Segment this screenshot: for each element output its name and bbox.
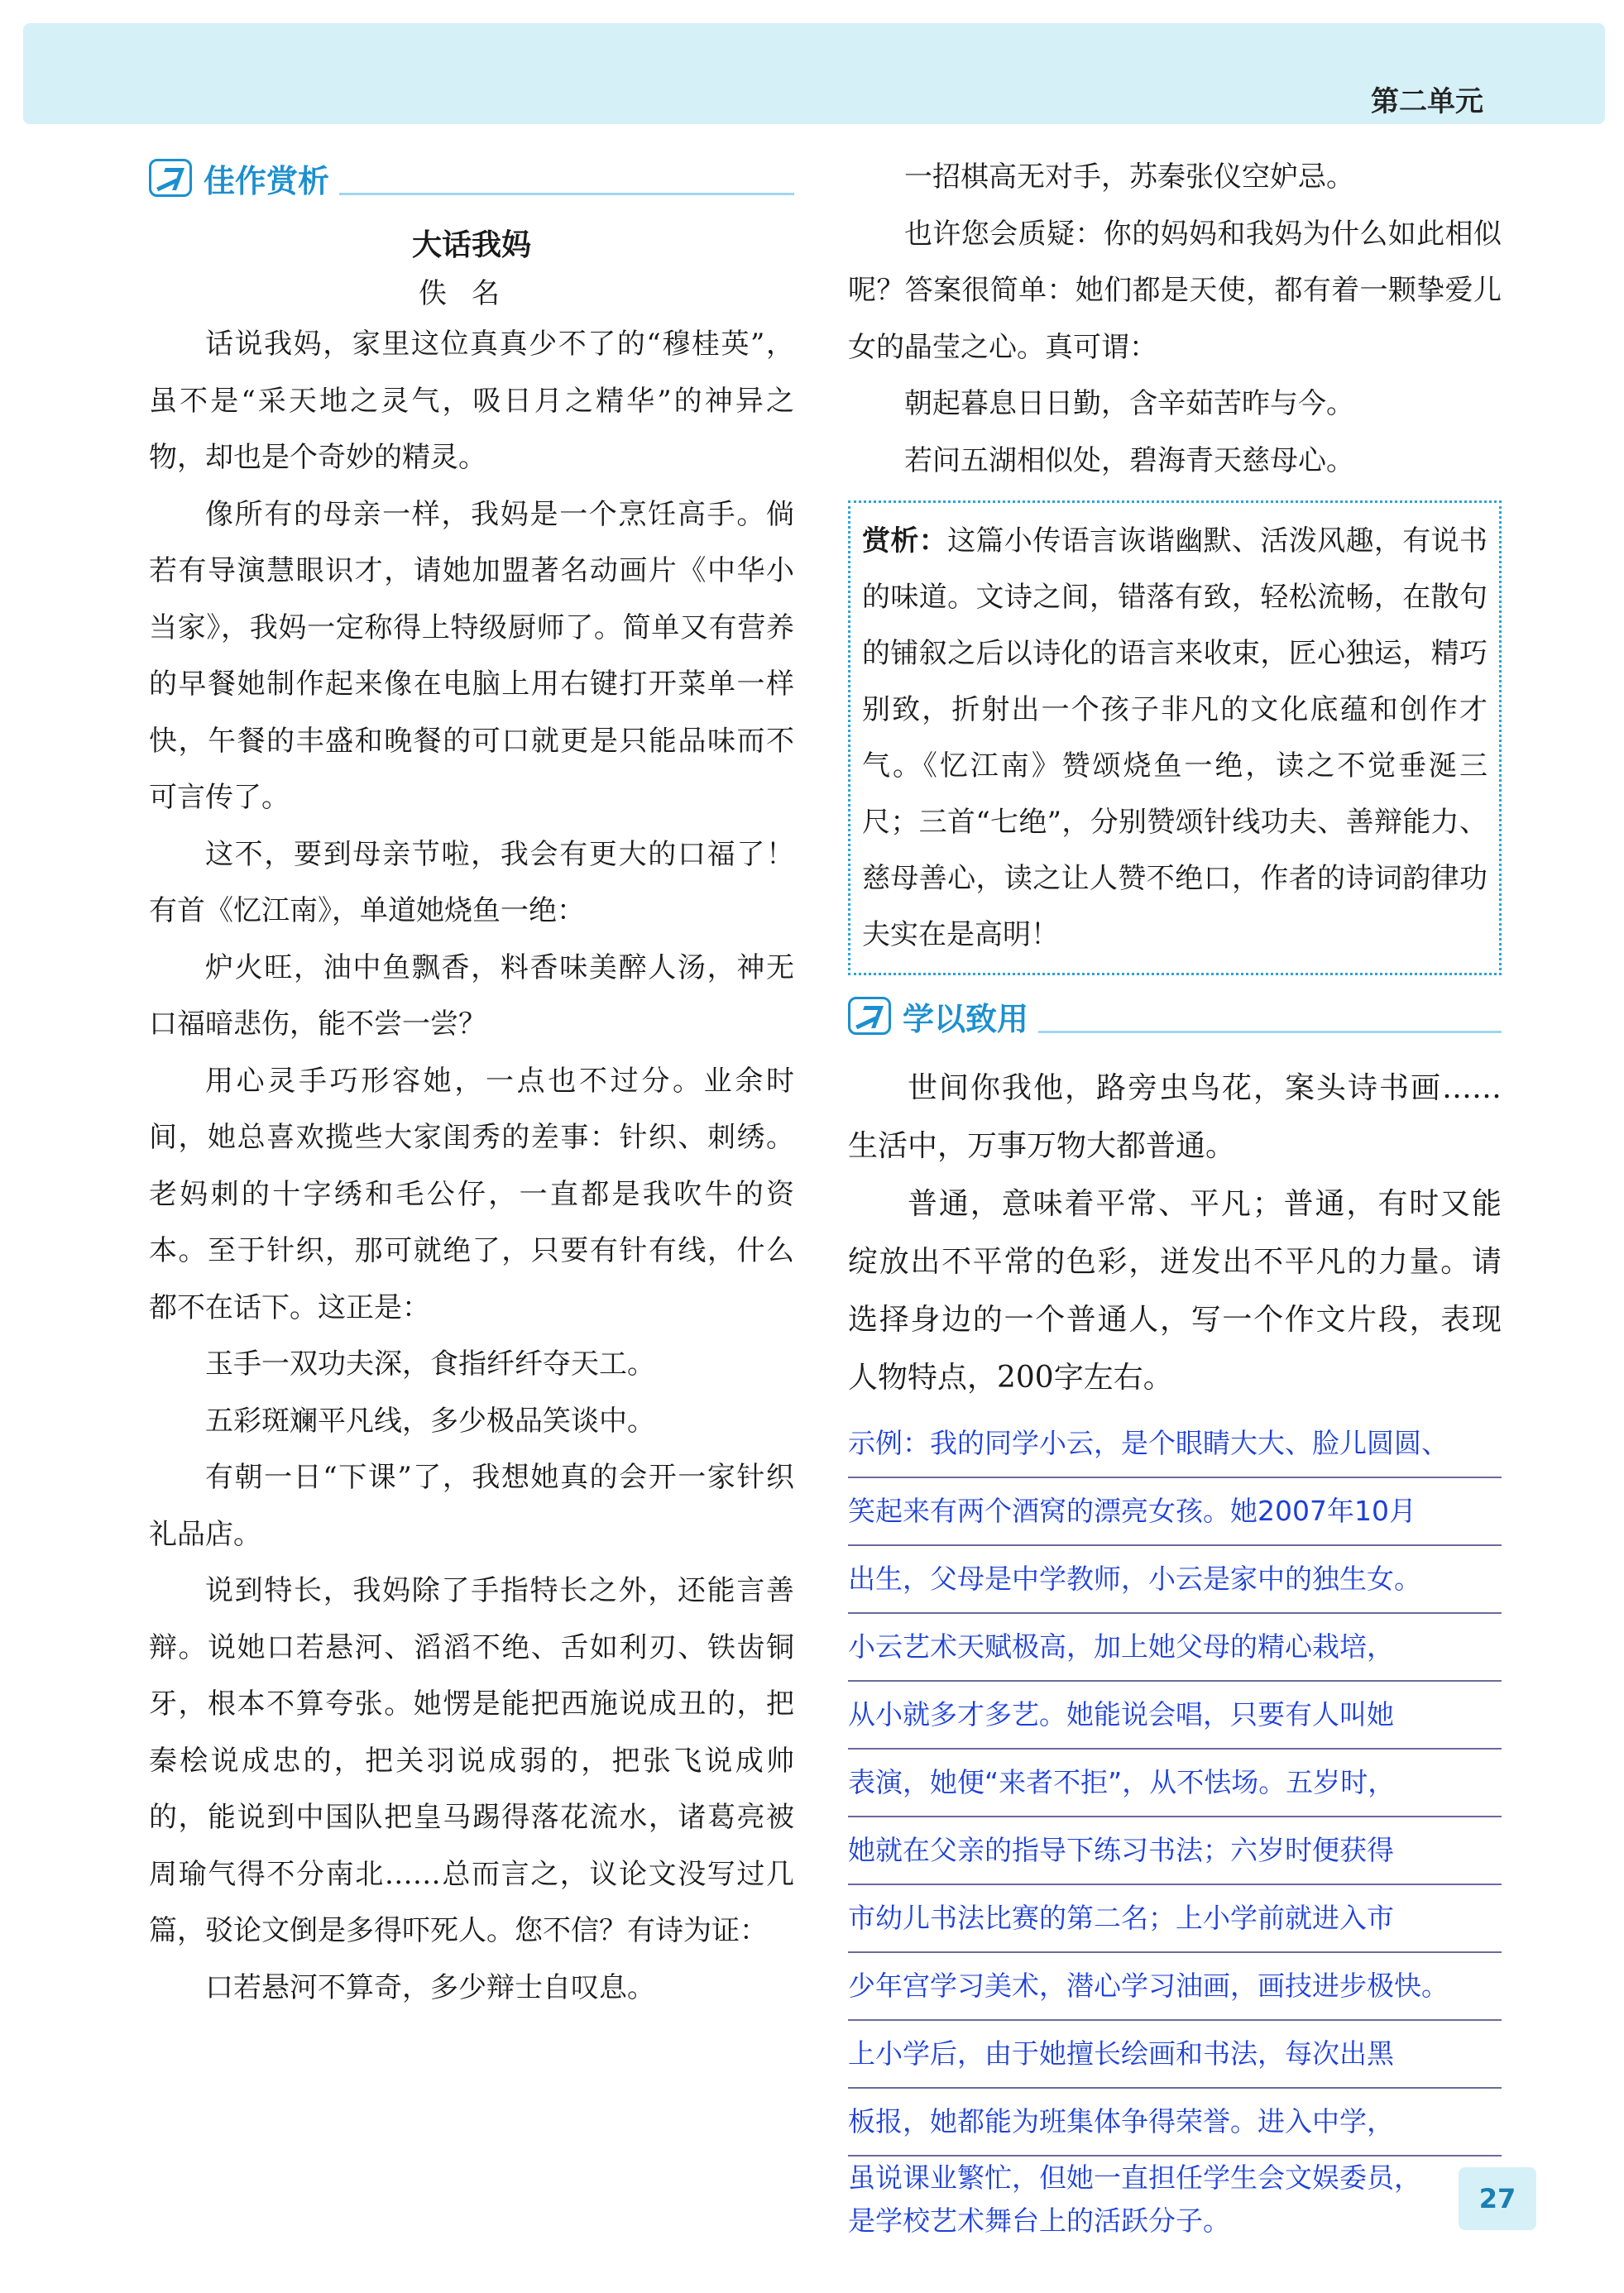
paragraph: 话说我妈，家里这位真真少不了的“穆桂英”，虽不是“采天地之灵气，吸日月之精华”的神异之物，却也是个奇妙的精灵。 bbox=[149, 328, 794, 474]
section-header-appreciation bbox=[149, 149, 794, 207]
task-paragraph: 世间你我他，路旁虫鸟花，案头诗书画……生活中，万事万物大都普通。 bbox=[848, 1071, 1502, 1163]
analysis-label: 赏析： bbox=[862, 524, 948, 558]
answer-line: 表演，她便“来者不拒”，从不怯场。五岁时， bbox=[848, 1750, 1502, 1817]
task-prompt bbox=[848, 1060, 1502, 1407]
article-author: 佚名 bbox=[419, 277, 525, 310]
poem-line: 若问五湖相似处，碧海青天慈母心。 bbox=[904, 443, 1354, 477]
left-column bbox=[149, 149, 794, 2016]
paragraph: 说到特长，我妈除了手指特长之外，还能言善辩。说她口若悬河、滔滔不绝、舌如利刃、铁齿铜牙，根本不算夸张。她愣是能把西施说成丑的，把秦桧说成忠的，把关羽说成弱的，把张飞说成帅的，能说到中国队把皇马踢得落花流水，诸葛亮被周瑜气得不分南北……总而言之，议论文没写过几篇，驳论文倒是多得吓死人。您不信？有诗为证： bbox=[149, 1574, 794, 1947]
page-number-badge: 27 bbox=[1459, 2167, 1536, 2230]
answer-line: 她就在父亲的指导下练习书法；六岁时便获得 bbox=[848, 1817, 1502, 1885]
runner-icon bbox=[149, 159, 192, 197]
right-column bbox=[848, 149, 1502, 2243]
poem-line: 一招棋高无对手，苏秦张仪空妒忌。 bbox=[904, 160, 1354, 194]
task-paragraph: 普通，意味着平常、平凡；普通，有时又能绽放出不平常的色彩，迸发出不平凡的力量。请选择身边的一个普通人，写一个作文片段，表现人物特点，200字左右。 bbox=[848, 1187, 1502, 1395]
answer-line: 示例：我的同学小云，是个眼睛大大、脸儿圆圆、 bbox=[848, 1410, 1502, 1478]
answer-line: 上小学后，由于她擅长绘画和书法，每次出黑 bbox=[848, 2021, 1502, 2089]
poem-line: 五彩斑斓平凡线，多少极品笑谈中。 bbox=[205, 1404, 655, 1438]
answer-line: 市幼儿书法比赛的第二名；上小学前就进入市 bbox=[848, 1885, 1502, 1953]
answer-line: 虽说课业繁忙，但她一直担任学生会文娱委员， bbox=[848, 2161, 1421, 2194]
unit-label: 第二单元 bbox=[1371, 85, 1483, 118]
answer-line: 板报，她都能为班集体争得荣誉。进入中学， bbox=[848, 2089, 1502, 2157]
header-band bbox=[23, 23, 1605, 124]
runner-icon bbox=[848, 997, 891, 1035]
section-divider bbox=[1038, 1031, 1502, 1033]
poem-line: 朝起暮息日日勤，含辛茹苦昨与今。 bbox=[904, 387, 1354, 420]
poem-line: 玉手一双功夫深，食指纤纤夺天工。 bbox=[205, 1348, 655, 1381]
paragraph: 有朝一日“下课”了，我想她真的会开一家针织礼品店。 bbox=[149, 1461, 794, 1551]
paragraph: 用心灵手巧形容她，一点也不过分。业余时间，她总喜欢揽些大家闺秀的差事：针织、刺绣。老妈刺的十字绣和毛公仔，一直都是我吹牛的资本。至于针织，那可就绝了，只要有针有线，什么都不在话下。这正是： bbox=[149, 1064, 794, 1324]
answer-line: 是学校艺术舞台上的活跃分子。 bbox=[848, 2204, 1230, 2237]
analysis-box bbox=[848, 500, 1502, 975]
section-divider bbox=[339, 193, 794, 195]
answer-line: 从小就多才多艺。她能说会唱，只要有人叫她 bbox=[848, 1682, 1502, 1750]
section-title: 佳作赏析 bbox=[204, 162, 330, 199]
answer-line: 出生，父母是中学教师，小云是家中的独生女。 bbox=[848, 1546, 1502, 1614]
analysis-text: 这篇小传语言诙谐幽默、活泼风趣，有说书的味道。文诗之间，错落有致，轻松流畅，在散句的铺叙之后以诗化的语言来收束，匠心独运，精巧别致，折射出一个孩子非凡的文化底蕴和创作才气。《忆江南》赞颂烧鱼一绝，读之不觉垂涎三尺；三首“七绝”，分别赞颂针线功夫、善辩能力、慈母善心，读之让人赞不绝口，作者的诗词韵律功夫实在是高明！ bbox=[862, 524, 1488, 951]
paragraph: 像所有的母亲一样，我妈是一个烹饪高手。倘若有导演慧眼识才，请她加盟著名动画片《中华小当家》，我妈一定称得上特级厨师了。简单又有营养的早餐她制作起来像在电脑上用右键打开菜单一样快，午餐的丰盛和晚餐的可口就更是只能品味而不可言传了。 bbox=[149, 497, 794, 814]
answer-line: 笑起来有两个酒窝的漂亮女孩。她2007年10月 bbox=[848, 1478, 1502, 1546]
poem-line: 炉火旺，油中鱼飘香，料香味美醉人汤，神无口福暗悲伤，能不尝一尝？ bbox=[149, 950, 794, 1041]
answer-line: 少年宫学习美术，潜心学习油画，画技进步极快。 bbox=[848, 1953, 1502, 2021]
answer-area bbox=[848, 1410, 1502, 2243]
paragraph: 也许您会质疑：你的妈妈和我妈为什么如此相似呢？答案很简单：她们都是天使，都有着一颗挚爱儿女的晶莹之心。真可谓： bbox=[848, 217, 1502, 364]
paragraph: 这不，要到母亲节啦，我会有更大的口福了！有首《忆江南》，单道她烧鱼一绝： bbox=[149, 837, 794, 927]
poem-line: 口若悬河不算奇，多少辩士自叹息。 bbox=[205, 1970, 655, 2004]
section-title: 学以致用 bbox=[903, 1000, 1029, 1037]
section-header-practice bbox=[848, 987, 1502, 1045]
answer-line: 小云艺术天赋极高，加上她父母的精心栽培， bbox=[848, 1614, 1502, 1682]
article-title: 大话我妈 bbox=[411, 228, 531, 262]
